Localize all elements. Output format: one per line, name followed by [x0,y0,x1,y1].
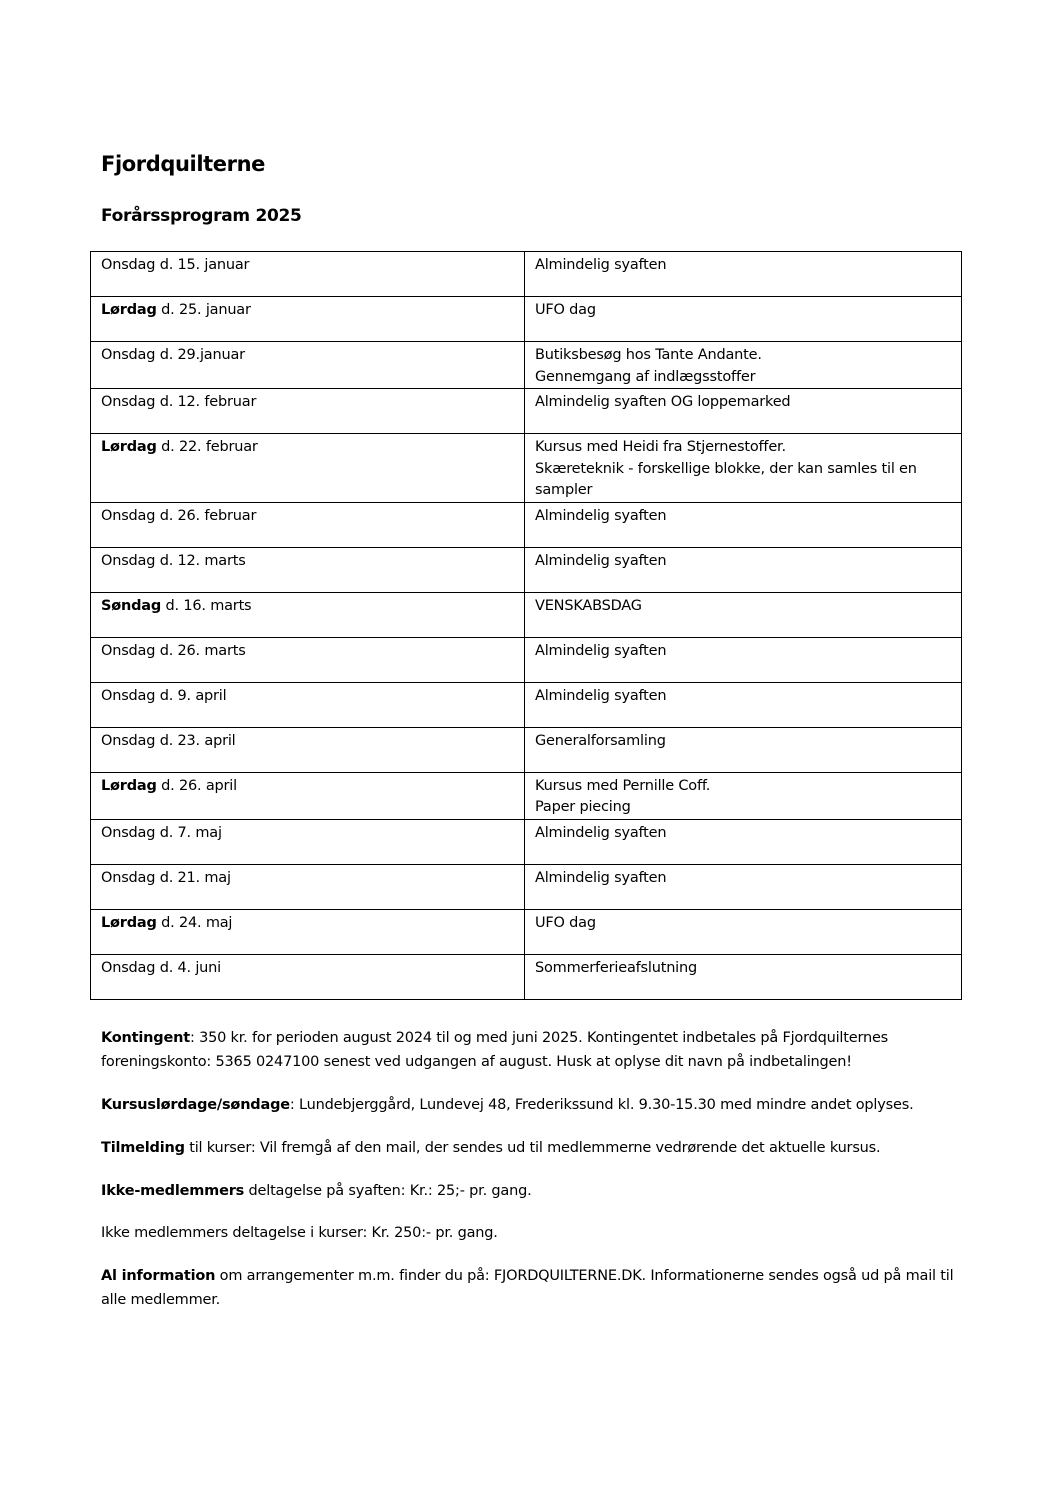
schedule-activity-cell [525,637,962,682]
info-ikke-medlem-syaften [101,1179,961,1203]
info-kursus-label: Kursuslørdage/søndage [101,1097,290,1113]
schedule-date-cell [91,547,525,592]
schedule-activity-line: Gennemgang af indlægsstoffer [535,368,756,385]
schedule-weekday: Onsdag [101,257,156,273]
schedule-date: d. 12. februar [159,394,257,410]
info-al-information-text: om arrangementer m.m. finder du på: FJORDQUILTERNE.DK. Informationerne sendes også ud på mail til alle medlemmer. [101,1268,954,1308]
schedule-weekday: Onsdag [101,642,156,659]
program-title: Forårssprogram 2025 [101,206,302,226]
schedule-date: d. 16. marts [165,597,252,614]
schedule-date: d. 23. april [159,732,236,749]
schedule-date-cell [91,592,525,637]
schedule-date: d. 26. februar [159,507,257,524]
schedule-activity-line: Almindelig syaften [535,507,667,524]
schedule-activity-cell [525,864,962,909]
schedule-activity-cell [525,252,962,297]
schedule-weekday: Onsdag [101,732,156,749]
schedule-row [91,592,962,637]
schedule-date: d. 15. januar [159,257,250,273]
schedule-activity-cell [525,819,962,864]
schedule-activity-cell [525,727,962,772]
schedule-activity-line: Almindelig syaften OG loppemarked [535,394,791,410]
info-kursus [101,1093,961,1117]
schedule-row [91,727,962,772]
schedule-activity-line: Almindelig syaften [535,869,667,886]
schedule-table [90,251,962,1000]
document-title: Fjordquilterne [101,152,265,176]
schedule-date: d. 12. marts [159,552,246,569]
schedule-row [91,682,962,727]
schedule-activity-line: UFO dag [535,302,596,318]
schedule-activity-line: Almindelig syaften [535,642,667,659]
info-kontingent-label: Kontingent [101,1030,190,1046]
schedule-date-cell [91,954,525,999]
schedule-date: d. 29.januar [159,347,245,363]
schedule-weekday: Onsdag [101,394,156,410]
schedule-activity-cell [525,954,962,999]
schedule-date-cell [91,637,525,682]
schedule-weekday: Onsdag [101,824,156,841]
schedule-activity-line: Sommerferieafslutning [535,959,698,976]
info-al-information [101,1264,961,1312]
schedule-row [91,252,962,297]
info-kontingent-text: : 350 kr. for perioden august 2024 til og med juni 2025. Kontingentet indbetales på Fjordquilternes foreningskonto: 5365 0247100 senest ved udgangen af august. Husk at oplyse dit navn på indbetalingen! [101,1030,889,1070]
schedule-date-cell [91,772,525,819]
schedule-weekday: Onsdag [101,347,156,363]
schedule-activity-line: Generalforsamling [535,732,666,749]
schedule-date-cell [91,389,525,434]
schedule-activity-cell [525,502,962,547]
schedule-date: d. 21. maj [159,869,231,886]
schedule-activity-line: UFO dag [535,914,596,931]
info-ikke-medlem-kurser [101,1221,961,1245]
schedule-date-cell [91,297,525,342]
schedule-weekday: Onsdag [101,687,156,704]
schedule-date-cell [91,502,525,547]
schedule-activity-cell [525,389,962,434]
schedule-activity-cell [525,909,962,954]
schedule-weekday: Onsdag [101,552,156,569]
info-kursus-text: : Lundebjerggård, Lundevej 48, Frederikssund kl. 9.30-15.30 med mindre andet oplyses. [289,1097,914,1113]
schedule-date: d. 26. april [161,777,237,794]
schedule-activity-cell [525,342,962,389]
schedule-row [91,772,962,819]
schedule-activity-cell [525,434,962,503]
schedule-date-cell [91,864,525,909]
schedule-activity-line: Almindelig syaften [535,257,667,273]
schedule-date: d. 4. juni [159,959,221,976]
schedule-date: d. 22. februar [161,439,258,455]
schedule-activity-line: Almindelig syaften [535,687,667,704]
schedule-date-cell [91,434,525,503]
schedule-row [91,637,962,682]
schedule-activity-line: sampler [535,482,593,498]
schedule-weekday: Onsdag [101,959,156,976]
schedule-activity-cell [525,547,962,592]
schedule-activity-line: Almindelig syaften [535,552,667,569]
schedule-row [91,909,962,954]
schedule-date: d. 9. april [159,687,227,704]
schedule-row [91,954,962,999]
schedule-row [91,547,962,592]
schedule-date-cell [91,909,525,954]
schedule-activity-cell [525,772,962,819]
schedule-weekday: Onsdag [101,507,156,524]
info-tilmelding [101,1136,961,1160]
schedule-activity-line: Kursus med Heidi fra Stjernestoffer. [535,439,786,455]
schedule-weekday: Onsdag [101,869,156,886]
schedule-weekday: Søndag [101,597,162,614]
schedule-activity-line: VENSKABSDAG [535,597,642,614]
schedule-date-cell [91,819,525,864]
schedule-row [91,389,962,434]
schedule-activity-line: Paper piecing [535,799,631,815]
schedule-weekday: Lørdag [101,777,157,794]
info-kontingent [101,1026,961,1074]
info-ikke-medlem-syaften-text: deltagelse på syaften: Kr.: 25;- pr. gang. [244,1183,532,1199]
schedule-date-cell [91,727,525,772]
schedule-activity-cell [525,592,962,637]
info-tilmelding-label: Tilmelding [101,1140,185,1156]
schedule-row [91,502,962,547]
schedule-weekday: Lørdag [101,439,157,455]
schedule-row [91,297,962,342]
schedule-date: d. 7. maj [159,824,222,841]
info-al-information-label: Al information [101,1268,216,1284]
schedule-activity-cell [525,297,962,342]
schedule-weekday: Lørdag [101,302,157,318]
schedule-body [91,252,962,1000]
info-tilmelding-text: til kurser: Vil fremgå af den mail, der sendes ud til medlemmerne vedrørende det aktuelle kursus. [184,1140,881,1156]
schedule-row [91,434,962,503]
info-ikke-medlem-syaften-label: Ikke-medlemmers [101,1183,245,1199]
schedule-date-cell [91,252,525,297]
schedule-date: d. 26. marts [159,642,246,659]
schedule-activity-line: Kursus med Pernille Coff. [535,777,711,794]
schedule-activity-cell [525,682,962,727]
schedule-row [91,864,962,909]
schedule-row [91,342,962,389]
schedule-weekday: Lørdag [101,914,157,931]
schedule-date-cell [91,342,525,389]
schedule-activity-line: Skæreteknik - forskellige blokke, der kan samles til en [535,460,917,477]
info-ikke-medlem-kurser-text: Ikke medlemmers deltagelse i kurser: Kr. 250:- pr. gang. [101,1225,498,1241]
schedule-activity-line: Butiksbesøg hos Tante Andante. [535,347,762,363]
schedule-activity-line: Almindelig syaften [535,824,667,841]
schedule-date-cell [91,682,525,727]
schedule-date: d. 24. maj [161,914,233,931]
schedule-row [91,819,962,864]
schedule-date: d. 25. januar [161,302,251,318]
